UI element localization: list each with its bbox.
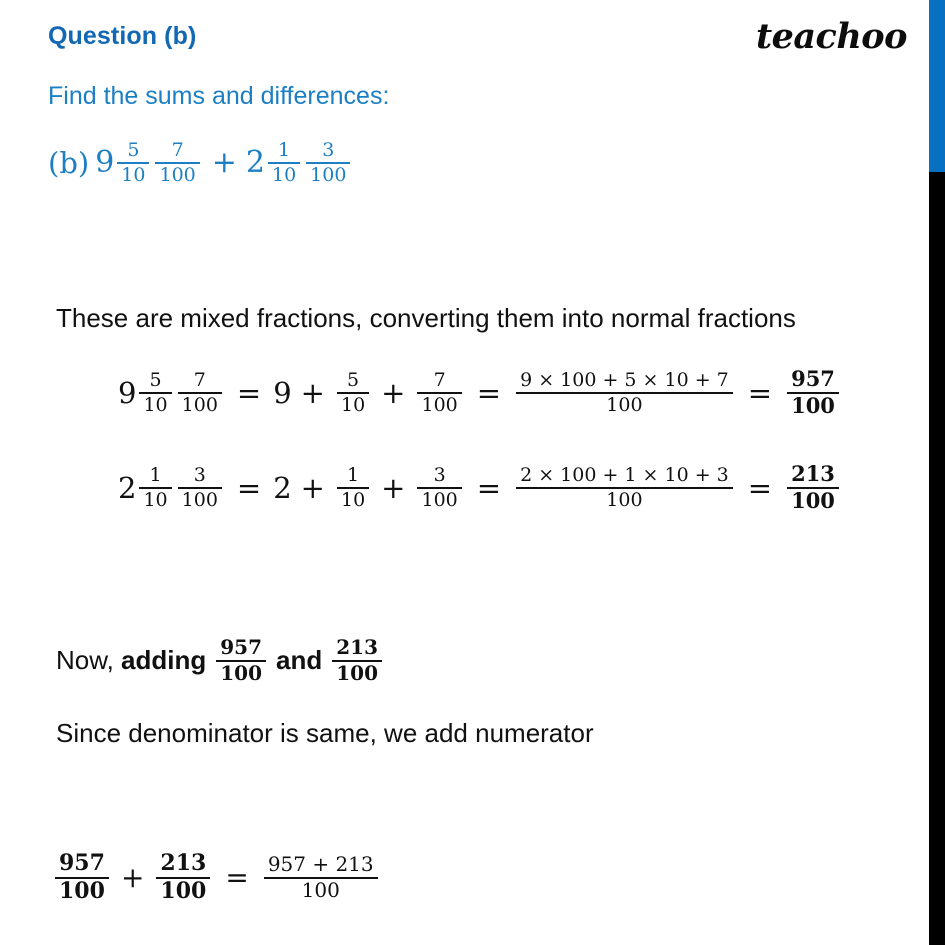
numerator: 5 — [149, 369, 162, 392]
denominator: 100 — [336, 660, 378, 685]
denominator: 100 — [59, 877, 105, 904]
denominator: 10 — [271, 163, 297, 186]
numerator: 5 — [127, 139, 140, 161]
expanded-fraction-tenths — [334, 465, 372, 510]
equals-sign-1: = — [236, 470, 262, 505]
teachoo-logo: teachoo — [755, 16, 907, 57]
denominator: 100 — [181, 488, 218, 511]
equals-sign: = — [225, 861, 249, 895]
denominator: 100 — [220, 660, 263, 685]
right-edge-blue-bar — [929, 0, 945, 172]
numerator: 1 — [347, 464, 360, 487]
plus-operator-2: + — [381, 470, 406, 505]
numerator: 1 — [149, 464, 162, 487]
plus-operator-1: + — [300, 375, 325, 410]
adding-prefix: Now, — [56, 645, 114, 676]
plus-operator-1: + — [300, 470, 325, 505]
numerator: 3 — [193, 464, 206, 487]
mixed-fraction-hundredths — [175, 465, 225, 510]
question-whole-2: 2 — [245, 145, 265, 181]
numerator: 5 — [347, 369, 360, 392]
expanded-fraction-hundredths — [414, 370, 464, 415]
numerator: 9 × 100 + 5 × 10 + 7 — [520, 369, 729, 392]
equation-nine-mixed-fraction — [118, 368, 842, 417]
denominator: 10 — [121, 163, 146, 186]
numerator: 7 — [193, 369, 206, 392]
question-label: (b) — [48, 145, 90, 180]
result-fraction-213-100 — [784, 463, 842, 512]
denominator: 100 — [301, 877, 340, 902]
same-denominator-sentence: Since denominator is same, we add numerator — [56, 718, 594, 748]
denominator: 100 — [791, 487, 835, 513]
combined-fraction — [513, 370, 736, 415]
denominator: 100 — [159, 163, 196, 186]
numerator: 7 — [171, 139, 184, 161]
final-right-fraction-213-100 — [153, 852, 213, 904]
numerator: 7 — [433, 369, 446, 392]
numerator: 1 — [278, 139, 291, 161]
denominator: 100 — [421, 488, 458, 511]
numerator: 213 — [160, 850, 207, 876]
numerator: 3 — [433, 464, 446, 487]
plus-operator-2: + — [381, 375, 406, 410]
question-fraction-7-100 — [152, 140, 202, 185]
adding-line — [56, 637, 392, 684]
adding-conjunction: and — [276, 645, 323, 676]
numerator: 957 — [59, 850, 105, 876]
denominator: 100 — [181, 393, 218, 416]
numerator: 213 — [336, 635, 378, 659]
question-expression — [48, 140, 353, 185]
adding-fraction-957-100 — [213, 637, 269, 684]
numerator: 957 + 213 — [267, 852, 374, 877]
expanded-whole: 9 — [273, 375, 292, 410]
final-sum-fraction — [261, 854, 381, 901]
denominator: 100 — [606, 393, 643, 416]
final-left-fraction-957-100 — [52, 852, 112, 904]
expanded-fraction-hundredths — [414, 465, 464, 510]
adding-verb: adding — [121, 645, 207, 676]
right-edge-black-bar — [929, 172, 945, 945]
denominator: 10 — [340, 393, 366, 416]
numerator: 957 — [220, 635, 263, 659]
question-fraction-3-100 — [303, 140, 353, 185]
page-title: Question (b) — [48, 22, 197, 50]
mixed-fraction-tenths — [136, 465, 174, 510]
combined-fraction — [513, 465, 736, 510]
equals-sign-3: = — [747, 470, 773, 505]
adding-fraction-213-100 — [329, 637, 385, 684]
denominator: 10 — [143, 393, 168, 416]
equals-sign-2: = — [476, 375, 502, 410]
instruction-text: Find the sums and differences: — [48, 82, 390, 110]
plus-operator: + — [120, 861, 145, 895]
equals-sign-3: = — [747, 375, 773, 410]
mixed-fraction-tenths — [136, 370, 174, 415]
convert-sentence: These are mixed fractions, converting them into normal fractions — [56, 303, 796, 333]
numerator: 3 — [322, 139, 335, 161]
whole-number: 9 — [118, 375, 137, 410]
equation-two-mixed-fraction — [118, 463, 842, 512]
denominator: 100 — [310, 163, 347, 186]
mixed-fraction-hundredths — [175, 370, 225, 415]
equals-sign-1: = — [236, 375, 262, 410]
numerator: 213 — [791, 461, 835, 486]
denominator: 100 — [421, 393, 458, 416]
result-fraction-957-100 — [784, 368, 842, 417]
numerator: 957 — [791, 366, 835, 391]
question-fraction-5-10 — [114, 140, 152, 185]
denominator: 100 — [160, 877, 207, 904]
final-sum-equation — [52, 852, 381, 904]
expanded-fraction-tenths — [334, 370, 372, 415]
equals-sign-2: = — [476, 470, 502, 505]
denominator: 10 — [340, 488, 366, 511]
denominator: 100 — [606, 488, 643, 511]
denominator: 100 — [791, 392, 835, 418]
question-fraction-1-10 — [265, 140, 303, 185]
denominator: 10 — [143, 488, 168, 511]
whole-number: 2 — [118, 470, 137, 505]
numerator: 2 × 100 + 1 × 10 + 3 — [520, 464, 729, 487]
plus-operator: + — [211, 145, 237, 181]
question-whole-1: 9 — [95, 145, 115, 181]
expanded-whole: 2 — [273, 470, 292, 505]
